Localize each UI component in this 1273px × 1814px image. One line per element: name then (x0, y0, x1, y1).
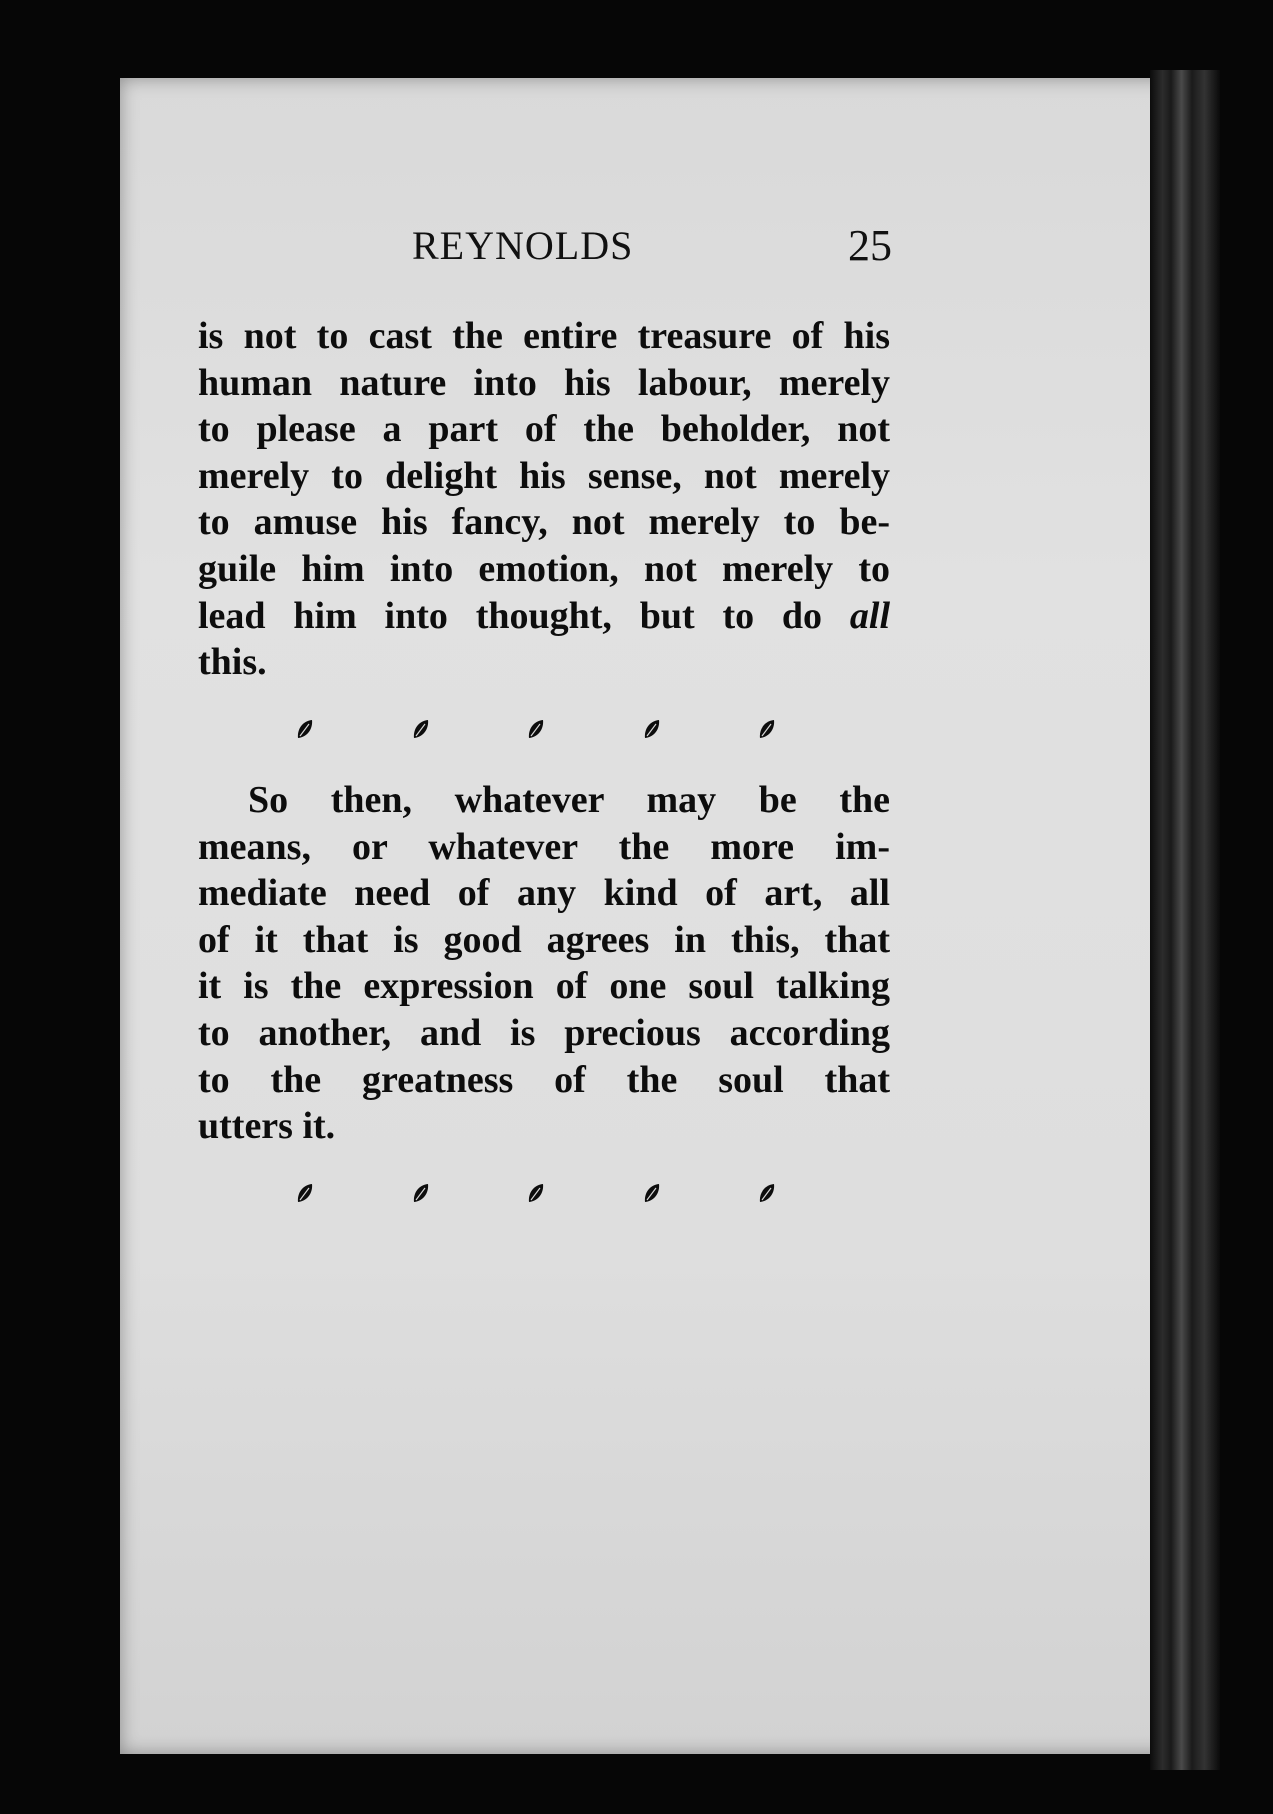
leaf-ornament-icon (296, 1182, 314, 1204)
text-line: guile him into emotion, not merely to (198, 547, 890, 590)
leaf-ornament-icon (412, 718, 430, 740)
text-line: So then, whatever may be the (248, 779, 890, 821)
text-line: means, or whatever the more im- (198, 825, 890, 868)
text-line: to the greatness of the soul that (198, 1058, 890, 1101)
text-line: this. (198, 641, 267, 684)
leaf-ornament-icon (643, 718, 661, 740)
text-line: utters it. (198, 1105, 336, 1148)
text-line: merely to delight his sense, not merely (198, 454, 890, 497)
leaf-ornament-icon (527, 1182, 545, 1204)
running-head: REYNOLDS (412, 223, 634, 268)
leaf-ornament-icon (527, 718, 545, 740)
ornament-row (296, 1182, 776, 1212)
text-line: to please a part of the beholder, not (198, 408, 890, 451)
book-binding-edge (1150, 70, 1220, 1770)
text-line: to amuse his fancy, not merely to be- (198, 501, 890, 544)
paragraph-1 (198, 313, 890, 686)
ornament-row (296, 718, 776, 748)
text-line: mediate need of any kind of art, all (198, 872, 890, 915)
text-line: is not to cast the entire treasure of his (198, 315, 890, 357)
page-number: 25 (848, 221, 892, 270)
text-line-part: lead him into thought, but to do (198, 594, 823, 637)
leaf-ornament-icon (758, 1182, 776, 1204)
leaf-ornament-icon (643, 1182, 661, 1204)
paragraph-2 (198, 777, 890, 1150)
emphasis-word: all (849, 594, 890, 637)
text-line: to another, and is precious according (198, 1011, 890, 1054)
page-header (412, 220, 892, 280)
text-line: it is the expression of one soul talking (198, 965, 890, 1008)
text-line-with-emphasis (198, 593, 890, 640)
text-line: human nature into his labour, merely (198, 361, 890, 404)
leaf-ornament-icon (296, 718, 314, 740)
leaf-ornament-icon (758, 718, 776, 740)
leaf-ornament-icon (412, 1182, 430, 1204)
text-line: of it that is good agrees in this, that (198, 918, 890, 961)
